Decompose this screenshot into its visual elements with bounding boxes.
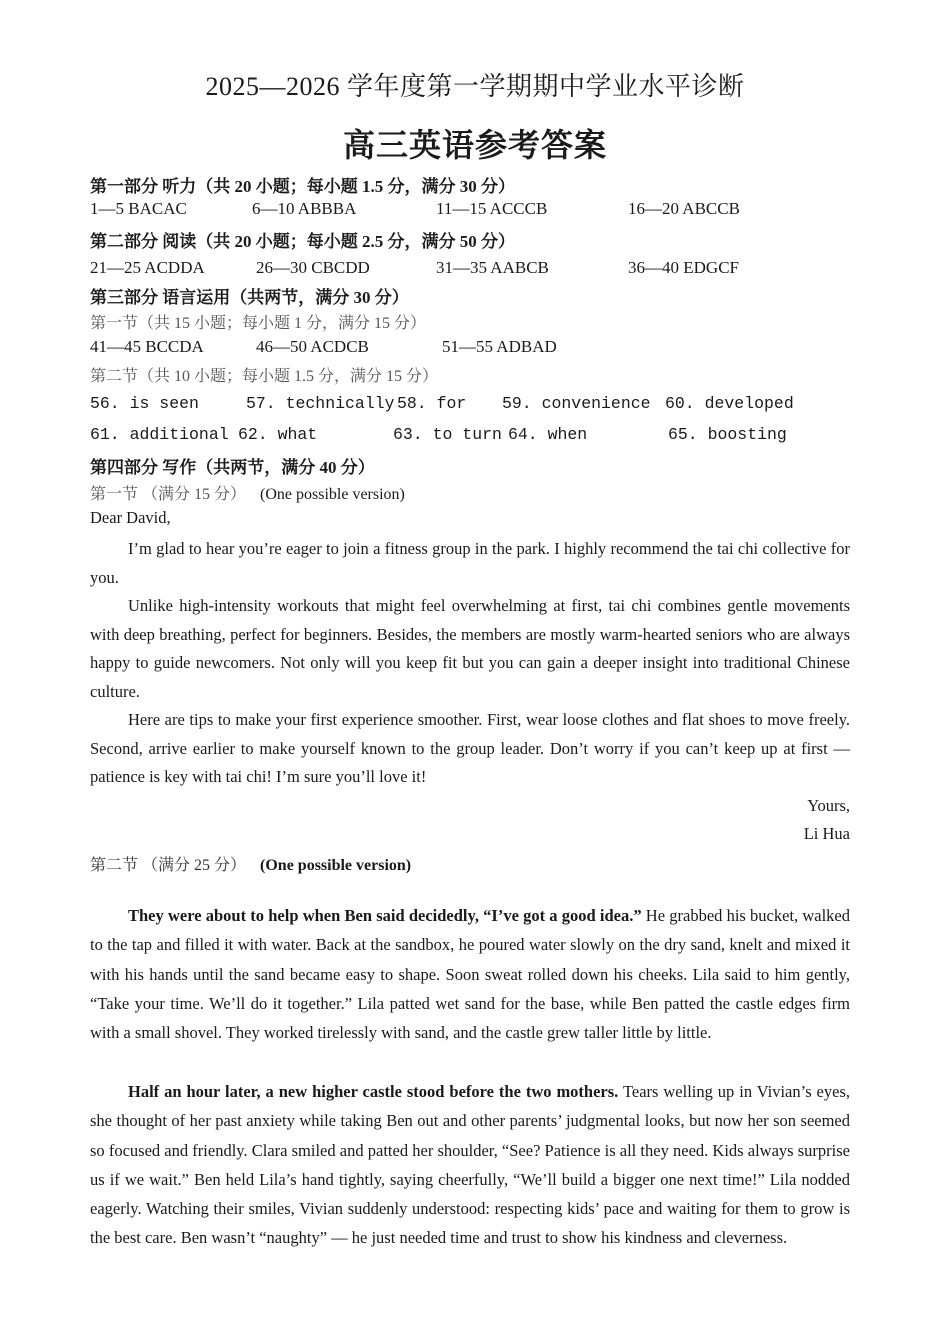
section-label: 第一节 （满分 15 分） [90,486,247,503]
letter-paragraph: I’m glad to hear you’re eager to join a fitness group in the park. I highly recommend the tai chi collective for you. [90,539,850,587]
fill-answer: 57. technically [246,394,395,413]
part3-section1-heading: 第一节（共 15 小题；每小题 1 分，满分 15 分） [90,315,427,332]
fill-answer: 59. convenience [502,394,651,413]
answer-group: 26—30 CBCDD [256,258,370,277]
story-paragraph-1 [90,901,850,1047]
answer-group: 16—20 ABCCB [628,199,740,218]
answer-group: 21—25 ACDDA [90,258,205,277]
fill-answer: 64. when [508,425,588,444]
fill-answer: 63. to turn [393,425,502,444]
part2-heading: 第二部分 阅读（共 20 小题；每小题 2.5 分，满分 50 分） [90,232,515,251]
letter-paragraph: Here are tips to make your first experience smoother. First, wear loose clothes and flat shoes to move freely. Second, arrive earlier to make yourself known to the group leader. Don’t worry if you can’t keep up at first — patience is key with tai chi! I’m sure you’ll love it! [90,710,850,787]
fill-answer: 58. for [397,394,467,413]
part3-section1-answers [0,337,950,361]
answer-group: 46—50 ACDCB [256,337,369,356]
story-paragraph-2 [90,1077,850,1253]
version-note: (One possible version) [260,857,412,874]
section-label: 第二节 （满分 25 分） [90,857,247,874]
paragraph-body: Tears welling up in Vivian’s eyes, she thought of her past anxiety while taking Ben out and other parents’ judgmental looks, but now her son seemed so focused and friendly. Clara smiled and patted her shoulder, “See? Patience is all they need. Kids always surprise us if we wait.” Ben held Lila’s hand tightly, saying cheerfully, “We’ll build a bigger one next time!” Lila nodded eagerly. Watching their smiles, Vivian suddenly understood: respecting kids’ pace and waiting for them to grow is the best care. Ben wasn’t “naughty” — he just needed time and trust to show his kindness and cleverness. [90,1082,850,1248]
letter-greeting: Dear David, [90,508,171,527]
paragraph-lead-sentence: They were about to help when Ben said decidedly, “I’ve got a good idea.” [128,906,642,925]
answer-group: 1—5 BACAC [90,199,187,218]
answer-group: 41—45 BCCDA [90,337,204,356]
fill-answer: 65. boosting [668,425,787,444]
part3-section2-heading: 第二节（共 10 小题；每小题 1.5 分，满分 15 分） [90,368,439,385]
part4-section2-heading [90,852,411,875]
answer-group: 11—15 ACCCB [436,199,548,218]
answer-group: 51—55 ADBAD [442,337,557,356]
version-note: (One possible version) [260,486,405,503]
part3-section2-row2 [0,425,950,449]
fill-answer: 61. additional [90,425,229,444]
part2-answers [0,258,950,282]
answer-group: 6—10 ABBBA [252,199,357,218]
part1-heading: 第一部分 听力（共 20 小题；每小题 1.5 分，满分 30 分） [90,177,515,196]
answer-group: 36—40 EDGCF [628,258,739,277]
fill-answer: 60. developed [665,394,794,413]
answer-key-title: 高三英语参考答案 [342,127,607,163]
part4-heading: 第四部分 写作（共两节，满分 40 分） [90,458,375,477]
letter-paragraph: Unlike high-intensity workouts that might feel overwhelming at first, tai chi combines gentle movements with deep breathing, perfect for beginners. Besides, the members are mostly warm-hearted seniors who are always happy to guide newcomers. Not only will you keep fit but you can gain a deeper insight into traditional Chinese culture. [90,596,850,701]
letter-signature: Li Hua [803,824,850,843]
fill-answer: 56. is seen [90,394,199,413]
exam-title: 2025—2026 学年度第一学期期中学业水平诊断 [205,72,745,101]
part3-heading: 第三部分 语言运用（共两节，满分 30 分） [90,288,409,307]
part1-answers [0,199,950,223]
answer-group: 31—35 AABCB [436,258,549,277]
fill-answer: 62. what [238,425,318,444]
part4-section1-heading [90,481,405,504]
part3-section2-row1 [0,394,950,418]
letter-closing: Yours, [807,796,850,815]
paragraph-lead-sentence: Half an hour later, a new higher castle stood before the two mothers. [128,1082,619,1101]
paragraph-body: He grabbed his bucket, walked to the tap and filled it with water. Back at the sandbox, he poured water slowly on the dry sand, knelt and mixed it with his hands until the sand became easy to shape. Soon sweat rolled down his cheeks. Lila said to him gently, “Take your time. We’ll do it together.” Lila patted wet sand for the base, while Ben patted the castle edges firm with a small shovel. They worked tirelessly with sand, and the castle grew taller little by little. [90,906,851,1043]
